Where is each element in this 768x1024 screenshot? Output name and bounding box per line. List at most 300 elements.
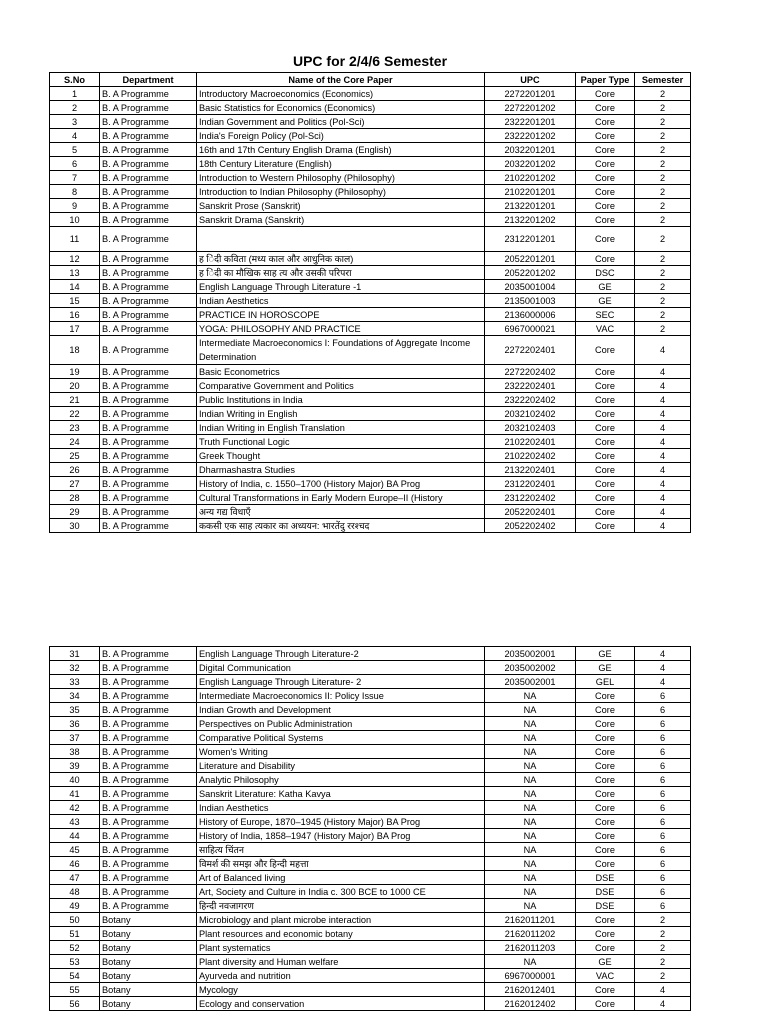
cell-department: B. A Programme	[100, 421, 197, 435]
upc-table-bottom	[49, 646, 691, 1011]
cell-semester: 4	[635, 983, 691, 997]
cell-paper-type: Core	[576, 379, 635, 393]
cell-semester: 6	[635, 843, 691, 857]
table-row	[50, 129, 691, 143]
cell-paper-type: Core	[576, 129, 635, 143]
cell-semester: 4	[635, 407, 691, 421]
cell-paper-name: Indian Government and Politics (Pol-Sci)	[197, 115, 485, 129]
cell-paper-type: Core	[576, 213, 635, 227]
cell-paper-type: DSE	[576, 885, 635, 899]
cell-upc: 2162011203	[485, 941, 576, 955]
cell-sno: 37	[50, 731, 100, 745]
cell-semester: 6	[635, 857, 691, 871]
table-row	[50, 393, 691, 407]
cell-upc: 2035001004	[485, 280, 576, 294]
cell-sno: 38	[50, 745, 100, 759]
cell-semester: 2	[635, 185, 691, 199]
table-row	[50, 199, 691, 213]
cell-paper-name: Basic Statistics for Economics (Economics)	[197, 101, 485, 115]
cell-semester: 4	[635, 675, 691, 689]
cell-semester: 6	[635, 717, 691, 731]
cell-sno: 51	[50, 927, 100, 941]
cell-paper-name: Ecology and conservation	[197, 997, 485, 1011]
cell-semester: 2	[635, 322, 691, 336]
cell-upc: 2162011202	[485, 927, 576, 941]
cell-semester: 2	[635, 955, 691, 969]
cell-upc: 2102201201	[485, 185, 576, 199]
cell-paper-type: Core	[576, 703, 635, 717]
cell-semester: 6	[635, 689, 691, 703]
cell-paper-type: Core	[576, 101, 635, 115]
cell-paper-type: Core	[576, 463, 635, 477]
cell-sno: 10	[50, 213, 100, 227]
table-row	[50, 647, 691, 661]
cell-semester: 2	[635, 87, 691, 101]
cell-upc: 2312202402	[485, 491, 576, 505]
cell-department: B. A Programme	[100, 308, 197, 322]
cell-upc: 2035002002	[485, 661, 576, 675]
cell-paper-name: Cultural Transformations in Early Modern Europe–II (History	[197, 491, 485, 505]
cell-paper-name: English Language Through Literature- 2	[197, 675, 485, 689]
cell-semester: 2	[635, 157, 691, 171]
cell-upc: NA	[485, 731, 576, 745]
cell-upc: 2272201201	[485, 87, 576, 101]
table-row	[50, 435, 691, 449]
cell-upc: 2322202402	[485, 393, 576, 407]
header-department: Department	[100, 73, 197, 87]
cell-department: B. A Programme	[100, 899, 197, 913]
cell-paper-name: Indian Aesthetics	[197, 801, 485, 815]
cell-sno: 56	[50, 997, 100, 1011]
cell-semester: 4	[635, 379, 691, 393]
cell-upc: NA	[485, 871, 576, 885]
cell-paper-name: Mycology	[197, 983, 485, 997]
cell-sno: 54	[50, 969, 100, 983]
cell-sno: 27	[50, 477, 100, 491]
cell-paper-type: Core	[576, 365, 635, 379]
cell-paper-name: History of India, c. 1550–1700 (History Major) BA Prog	[197, 477, 485, 491]
cell-department: B. A Programme	[100, 101, 197, 115]
table-row	[50, 87, 691, 101]
cell-department: B. A Programme	[100, 115, 197, 129]
cell-sno: 44	[50, 829, 100, 843]
table-row	[50, 213, 691, 227]
cell-department: B. A Programme	[100, 717, 197, 731]
cell-paper-name: Indian Writing in English	[197, 407, 485, 421]
cell-department: B. A Programme	[100, 157, 197, 171]
cell-sno: 25	[50, 449, 100, 463]
cell-paper-name: Indian Aesthetics	[197, 294, 485, 308]
cell-sno: 30	[50, 519, 100, 533]
cell-sno: 14	[50, 280, 100, 294]
cell-semester: 2	[635, 129, 691, 143]
table-row	[50, 421, 691, 435]
cell-upc: 2032201202	[485, 157, 576, 171]
cell-paper-type: Core	[576, 227, 635, 252]
cell-semester: 4	[635, 505, 691, 519]
cell-paper-type: Core	[576, 773, 635, 787]
cell-paper-type: Core	[576, 157, 635, 171]
table-row	[50, 689, 691, 703]
cell-paper-type: VAC	[576, 322, 635, 336]
cell-semester: 6	[635, 801, 691, 815]
cell-department: B. A Programme	[100, 519, 197, 533]
cell-upc: NA	[485, 885, 576, 899]
cell-paper-name: History of India, 1858–1947 (History Major) BA Prog	[197, 829, 485, 843]
table-row	[50, 717, 691, 731]
cell-paper-name: Public Institutions in India	[197, 393, 485, 407]
table-row	[50, 227, 691, 252]
cell-paper-type: DSC	[576, 266, 635, 280]
cell-sno: 17	[50, 322, 100, 336]
table-row	[50, 185, 691, 199]
cell-semester: 4	[635, 365, 691, 379]
cell-paper-name: Truth Functional Logic	[197, 435, 485, 449]
cell-upc: 2135001003	[485, 294, 576, 308]
cell-sno: 7	[50, 171, 100, 185]
cell-semester: 4	[635, 661, 691, 675]
cell-paper-name: Women's Writing	[197, 745, 485, 759]
cell-paper-type: Core	[576, 941, 635, 955]
cell-sno: 16	[50, 308, 100, 322]
cell-semester: 4	[635, 421, 691, 435]
table-row	[50, 463, 691, 477]
cell-paper-name: Art, Society and Culture in India c. 300 BCE to 1000 CE	[197, 885, 485, 899]
cell-paper-type: Core	[576, 115, 635, 129]
cell-paper-name: Introductory Macroeconomics (Economics)	[197, 87, 485, 101]
cell-sno: 43	[50, 815, 100, 829]
cell-upc: 2032102403	[485, 421, 576, 435]
cell-sno: 53	[50, 955, 100, 969]
cell-upc: NA	[485, 717, 576, 731]
cell-department: B. A Programme	[100, 393, 197, 407]
cell-sno: 5	[50, 143, 100, 157]
cell-department: B. A Programme	[100, 143, 197, 157]
cell-paper-name: Indian Growth and Development	[197, 703, 485, 717]
cell-department: B. A Programme	[100, 843, 197, 857]
cell-upc: 2035002001	[485, 647, 576, 661]
cell-upc: NA	[485, 899, 576, 913]
cell-semester: 4	[635, 435, 691, 449]
cell-sno: 19	[50, 365, 100, 379]
cell-sno: 11	[50, 227, 100, 252]
cell-upc: NA	[485, 773, 576, 787]
cell-semester: 2	[635, 101, 691, 115]
cell-department: Botany	[100, 941, 197, 955]
cell-paper-type: Core	[576, 449, 635, 463]
table-row	[50, 661, 691, 675]
table-row	[50, 899, 691, 913]
table-row	[50, 308, 691, 322]
table-row	[50, 336, 691, 365]
table-row	[50, 379, 691, 393]
table-row	[50, 505, 691, 519]
cell-semester: 2	[635, 308, 691, 322]
cell-paper-type: GE	[576, 294, 635, 308]
table-row	[50, 519, 691, 533]
cell-department: Botany	[100, 997, 197, 1011]
cell-upc: 2136000006	[485, 308, 576, 322]
cell-paper-name: ह िंदी कविता (मध्य काल और आधुनिक काल)	[197, 252, 485, 266]
cell-upc: NA	[485, 703, 576, 717]
table-row	[50, 913, 691, 927]
cell-sno: 31	[50, 647, 100, 661]
table-row	[50, 801, 691, 815]
cell-department: B. A Programme	[100, 87, 197, 101]
cell-paper-name: Greek Thought	[197, 449, 485, 463]
table-row	[50, 829, 691, 843]
cell-department: B. A Programme	[100, 731, 197, 745]
cell-semester: 2	[635, 213, 691, 227]
cell-upc: 2272202402	[485, 365, 576, 379]
cell-department: B. A Programme	[100, 477, 197, 491]
table-row	[50, 885, 691, 899]
cell-department: B. A Programme	[100, 185, 197, 199]
cell-semester: 2	[635, 280, 691, 294]
cell-semester: 2	[635, 171, 691, 185]
table-row	[50, 157, 691, 171]
cell-semester: 4	[635, 519, 691, 533]
cell-upc: 2322201202	[485, 129, 576, 143]
cell-semester: 6	[635, 885, 691, 899]
table-row	[50, 871, 691, 885]
header-row	[50, 73, 691, 87]
table-row	[50, 280, 691, 294]
cell-department: B. A Programme	[100, 871, 197, 885]
cell-upc: 2035002001	[485, 675, 576, 689]
cell-paper-type: Core	[576, 252, 635, 266]
table-row	[50, 675, 691, 689]
cell-department: B. A Programme	[100, 379, 197, 393]
cell-paper-type: Core	[576, 857, 635, 871]
cell-department: B. A Programme	[100, 801, 197, 815]
table-row	[50, 143, 691, 157]
cell-paper-type: Core	[576, 829, 635, 843]
cell-sno: 8	[50, 185, 100, 199]
cell-sno: 41	[50, 787, 100, 801]
cell-paper-type: Core	[576, 927, 635, 941]
cell-paper-type: VAC	[576, 969, 635, 983]
table-row	[50, 759, 691, 773]
cell-paper-type: Core	[576, 913, 635, 927]
cell-sno: 52	[50, 941, 100, 955]
cell-semester: 2	[635, 252, 691, 266]
cell-paper-type: Core	[576, 87, 635, 101]
cell-paper-name: English Language Through Literature -1	[197, 280, 485, 294]
cell-semester: 4	[635, 647, 691, 661]
cell-paper-type: Core	[576, 407, 635, 421]
cell-semester: 2	[635, 227, 691, 252]
cell-paper-name: Dharmashastra Studies	[197, 463, 485, 477]
cell-semester: 6	[635, 773, 691, 787]
cell-paper-name: Art of Balanced living	[197, 871, 485, 885]
table-row	[50, 477, 691, 491]
cell-semester: 2	[635, 143, 691, 157]
cell-sno: 40	[50, 773, 100, 787]
cell-paper-name: Sanskrit Literature: Katha Kavya	[197, 787, 485, 801]
cell-upc: NA	[485, 801, 576, 815]
cell-sno: 48	[50, 885, 100, 899]
cell-department: Botany	[100, 927, 197, 941]
cell-department: B. A Programme	[100, 689, 197, 703]
cell-sno: 47	[50, 871, 100, 885]
cell-upc: NA	[485, 815, 576, 829]
header-sno: S.No	[50, 73, 100, 87]
cell-upc: NA	[485, 759, 576, 773]
cell-semester: 4	[635, 491, 691, 505]
cell-paper-name: Plant resources and economic botany	[197, 927, 485, 941]
cell-paper-name: साहित्य चिंतन	[197, 843, 485, 857]
cell-sno: 18	[50, 336, 100, 365]
cell-department: B. A Programme	[100, 280, 197, 294]
cell-paper-name: Indian Writing in English Translation	[197, 421, 485, 435]
header-paper-name: Name of the Core Paper	[197, 73, 485, 87]
cell-department: B. A Programme	[100, 815, 197, 829]
cell-department: Botany	[100, 913, 197, 927]
table-row	[50, 843, 691, 857]
cell-paper-type: Core	[576, 477, 635, 491]
table-row	[50, 969, 691, 983]
cell-semester: 2	[635, 199, 691, 213]
table-row	[50, 101, 691, 115]
cell-upc: 2032201201	[485, 143, 576, 157]
cell-paper-name: Intermediate Macroeconomics I: Foundations of Aggregate Income Determination	[197, 336, 485, 365]
cell-upc: NA	[485, 745, 576, 759]
cell-paper-type: Core	[576, 336, 635, 365]
cell-sno: 46	[50, 857, 100, 871]
header-paper-type: Paper Type	[576, 73, 635, 87]
cell-upc: 2162012402	[485, 997, 576, 1011]
cell-paper-name: Analytic Philosophy	[197, 773, 485, 787]
cell-upc: 6967000001	[485, 969, 576, 983]
cell-paper-name: हिन्दी नवजागरण	[197, 899, 485, 913]
table-row	[50, 252, 691, 266]
cell-upc: NA	[485, 843, 576, 857]
cell-paper-name: Microbiology and plant microbe interaction	[197, 913, 485, 927]
cell-paper-type: Core	[576, 199, 635, 213]
cell-sno: 1	[50, 87, 100, 101]
cell-paper-type: Core	[576, 689, 635, 703]
cell-semester: 2	[635, 266, 691, 280]
cell-semester: 6	[635, 871, 691, 885]
cell-sno: 13	[50, 266, 100, 280]
cell-department: B. A Programme	[100, 266, 197, 280]
table-row	[50, 983, 691, 997]
table-row	[50, 322, 691, 336]
upc-table-top	[49, 72, 691, 533]
cell-upc: 2162012401	[485, 983, 576, 997]
cell-sno: 39	[50, 759, 100, 773]
cell-semester: 4	[635, 463, 691, 477]
cell-paper-type: Core	[576, 505, 635, 519]
cell-upc: 2132201201	[485, 199, 576, 213]
cell-department: Botany	[100, 955, 197, 969]
cell-paper-type: GE	[576, 661, 635, 675]
cell-upc: 6967000021	[485, 322, 576, 336]
cell-paper-name: ह िंदी का मौखिक साह त्य और उसकी परिपरा	[197, 266, 485, 280]
cell-paper-type: Core	[576, 143, 635, 157]
cell-department: B. A Programme	[100, 213, 197, 227]
cell-department: Botany	[100, 983, 197, 997]
table-row	[50, 407, 691, 421]
cell-upc: 2052201201	[485, 252, 576, 266]
table-row	[50, 941, 691, 955]
cell-semester: 4	[635, 336, 691, 365]
cell-sno: 55	[50, 983, 100, 997]
cell-sno: 4	[50, 129, 100, 143]
table-row	[50, 955, 691, 969]
cell-department: B. A Programme	[100, 661, 197, 675]
table-row	[50, 365, 691, 379]
cell-paper-type: Core	[576, 435, 635, 449]
cell-upc: NA	[485, 689, 576, 703]
cell-sno: 22	[50, 407, 100, 421]
cell-semester: 6	[635, 815, 691, 829]
cell-department: B. A Programme	[100, 703, 197, 717]
cell-paper-type: Core	[576, 171, 635, 185]
cell-paper-type: Core	[576, 787, 635, 801]
cell-paper-type: DSE	[576, 871, 635, 885]
cell-paper-name	[197, 227, 485, 252]
cell-paper-name: Plant systematics	[197, 941, 485, 955]
cell-upc: 2052202401	[485, 505, 576, 519]
cell-paper-type: SEC	[576, 308, 635, 322]
cell-paper-type: Core	[576, 393, 635, 407]
cell-semester: 6	[635, 731, 691, 745]
cell-semester: 6	[635, 829, 691, 843]
cell-sno: 26	[50, 463, 100, 477]
cell-semester: 2	[635, 941, 691, 955]
cell-semester: 6	[635, 899, 691, 913]
cell-sno: 28	[50, 491, 100, 505]
cell-paper-type: Core	[576, 519, 635, 533]
cell-sno: 21	[50, 393, 100, 407]
cell-sno: 32	[50, 661, 100, 675]
cell-department: B. A Programme	[100, 449, 197, 463]
cell-paper-name: 18th Century Literature (English)	[197, 157, 485, 171]
cell-department: B. A Programme	[100, 294, 197, 308]
cell-paper-name: India's Foreign Policy (Pol-Sci)	[197, 129, 485, 143]
cell-upc: 2312201201	[485, 227, 576, 252]
cell-department: B. A Programme	[100, 336, 197, 365]
cell-paper-type: GE	[576, 647, 635, 661]
table-row	[50, 773, 691, 787]
table-row	[50, 703, 691, 717]
cell-paper-name: विमर्श की समझ और हिन्दी महत्ता	[197, 857, 485, 871]
cell-paper-type: Core	[576, 745, 635, 759]
cell-semester: 2	[635, 115, 691, 129]
cell-upc: NA	[485, 955, 576, 969]
table-row	[50, 171, 691, 185]
cell-department: B. A Programme	[100, 857, 197, 871]
cell-upc: 2322202401	[485, 379, 576, 393]
cell-paper-name: Comparative Political Systems	[197, 731, 485, 745]
cell-paper-type: Core	[576, 717, 635, 731]
cell-sno: 36	[50, 717, 100, 731]
cell-paper-type: Core	[576, 997, 635, 1011]
cell-department: B. A Programme	[100, 759, 197, 773]
cell-paper-name: Digital Communication	[197, 661, 485, 675]
cell-sno: 12	[50, 252, 100, 266]
cell-paper-type: Core	[576, 491, 635, 505]
cell-upc: 2272202401	[485, 336, 576, 365]
cell-paper-name: Perspectives on Public Administration	[197, 717, 485, 731]
cell-paper-type: Core	[576, 185, 635, 199]
cell-semester: 4	[635, 477, 691, 491]
cell-department: B. A Programme	[100, 505, 197, 519]
cell-paper-name: Basic Econometrics	[197, 365, 485, 379]
cell-paper-type: GE	[576, 955, 635, 969]
